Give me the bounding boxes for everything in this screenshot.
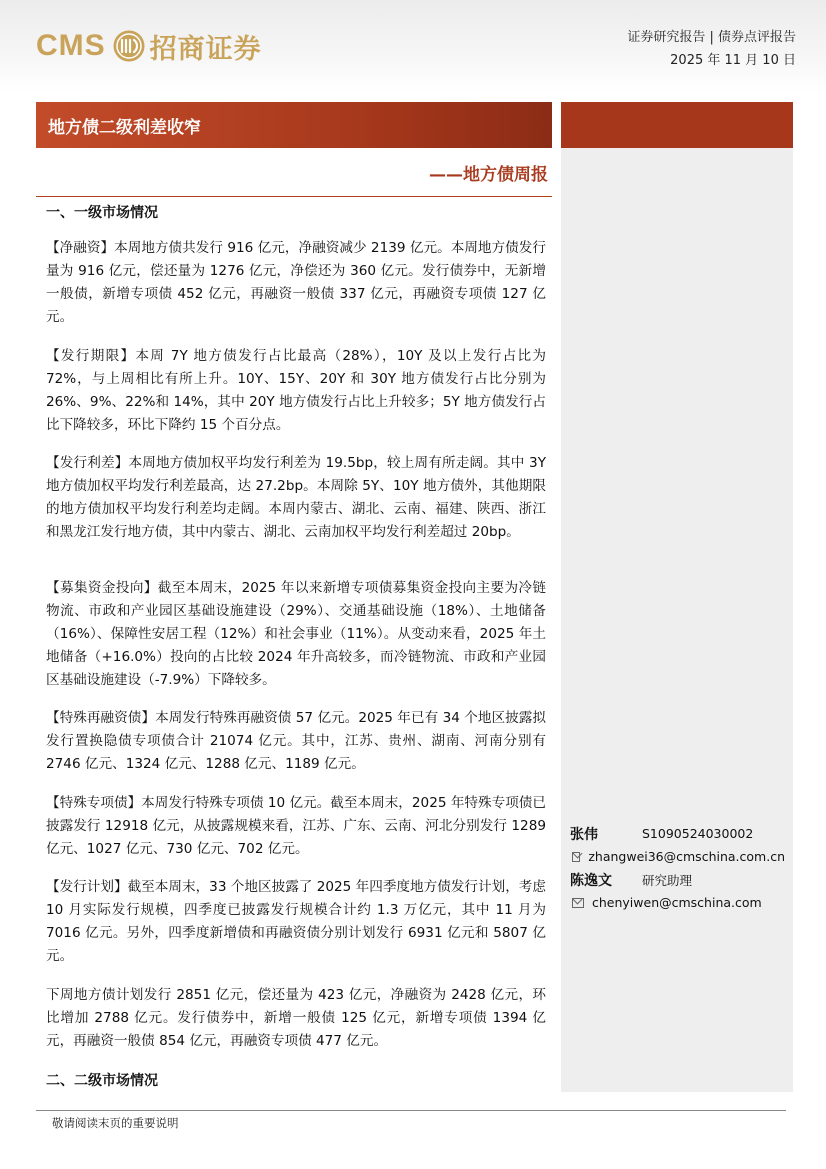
author-name: 陈逸文: [570, 872, 612, 889]
author-role: 研究助理: [642, 872, 693, 888]
report-title: [36, 102, 552, 148]
footer-disclaimer: 敬请阅读末页的重要说明: [52, 1116, 179, 1130]
mail-icon: [572, 852, 580, 862]
mail-icon: [572, 898, 584, 908]
paragraph-issuance-spread: 【发行利差】本周地方债加权平均发行利差为 19.5bp，较上周有所走阔。其中 3Y 地方债加权平均发行利差最高，达 27.2bp。本周除 5Y、10Y 地方债外，其他期限的地方债加权平均发行利差均走阔。本周内蒙古、湖北、云南、福建、陕西、浙江和黑龙江发行地方债，其中内蒙古、湖北、云南加权平均发行利差超过 20bp。: [46, 455, 546, 540]
author-name: 张伟: [570, 826, 598, 843]
side-title-bar: [561, 102, 793, 148]
section-heading-primary: 一、一级市场情况: [46, 205, 158, 221]
paragraph-special-refinancing: 【特殊再融资债】本周发行特殊再融资债 57 亿元。2025 年已有 34 个地区披露拟发行置换隐债专项债合计 21074 亿元。其中，江苏、贵州、湖南、河南分别有 2746 亿元、1324 亿元、1288 亿元、1189 亿元。: [46, 710, 546, 772]
logo-cn: 招商证券: [149, 33, 262, 65]
author-email-row: [570, 891, 785, 914]
author-row: [570, 868, 785, 891]
author-email[interactable]: zhangwei36@cmschina.com.cn: [588, 849, 785, 864]
author-cert-id: S1090524030002: [642, 826, 754, 841]
report-date: 2025 年 11 月 10 日: [670, 53, 796, 68]
footer-divider: [36, 1110, 786, 1111]
paragraph-next-week: 下周地方债计划发行 2851 亿元，偿还量为 423 亿元，净融资为 2428 亿元，环比增加 2788 亿元。发行债券中，新增一般债 125 亿元，新增专项债 1394 亿元，再融资一般债 854 亿元，再融资专项债 477 亿元。: [46, 987, 546, 1049]
title-divider: [36, 196, 552, 197]
paragraph-net-financing: 【净融资】本周地方债共发行 916 亿元，净融资减少 2139 亿元。本周地方债发行量为 916 亿元，偿还量为 1276 亿元，净偿还为 360 亿元。发行债券中，无新增一般债，新增专项债 452 亿元，再融资一般债 337 亿元，再融资专项债 127 亿元。: [46, 240, 546, 325]
report-title-text: 地方债二级利差收窄: [48, 117, 201, 138]
logo-seal-icon: [112, 29, 146, 63]
author-email-row: [570, 845, 785, 868]
paragraph-fund-usage: 【募集资金投向】截至本周末，2025 年以来新增专项债募集资金投向主要为冷链物流、市政和产业园区基础设施建设（29%）、交通基础设施（18%）、土地储备（16%）、保障性安居工程（12%）和社会事业（11%）。从变动来看，2025 年土地储备（+16.0%）投向的占比较 2024 年升高较多，而冷链物流、市政和产业园区基础设施建设（-7.9%）下降较多。: [46, 580, 546, 688]
paragraph-issuance-term: 【发行期限】本周 7Y 地方债发行占比最高（28%），10Y 及以上发行占比为 72%，与上周相比有所上升。10Y、15Y、20Y 和 30Y 地方债发行占比分别为 26%、9%、22%和 14%，其中 20Y 地方债发行占比上升较多；5Y 地方债发行占比下降较多，环比下降约 15 个百分点。: [46, 348, 546, 433]
author-block: [570, 822, 785, 914]
side-panel: [561, 148, 793, 1092]
section-heading-secondary: 二、二级市场情况: [46, 1073, 158, 1089]
author-email[interactable]: chenyiwen@cmschina.com: [592, 895, 762, 910]
report-subtitle: ——地方债周报: [429, 165, 548, 185]
report-type: 证券研究报告 | 债券点评报告: [627, 30, 796, 45]
author-row: [570, 822, 785, 845]
report-meta: [627, 26, 796, 72]
paragraph-special-bond: 【特殊专项债】本周发行特殊专项债 10 亿元。截至本周末，2025 年特殊专项债已披露发行 12918 亿元，从披露规模来看，江苏、广东、云南、河北分别发行 1289 亿元、1027 亿元、730 亿元、702 亿元。: [46, 795, 546, 857]
paragraph-issuance-plan: 【发行计划】截至本周末，33 个地区披露了 2025 年四季度地方债发行计划，考虑 10 月实际发行规模，四季度已披露发行规模合计约 1.3 万亿元，其中 11 月为 7016 亿元。另外，四季度新增债和再融资债分别计划发行 6931 亿元和 5807 亿元。: [46, 879, 546, 964]
company-logo: [36, 24, 262, 68]
logo-latin: CMS: [36, 29, 106, 62]
